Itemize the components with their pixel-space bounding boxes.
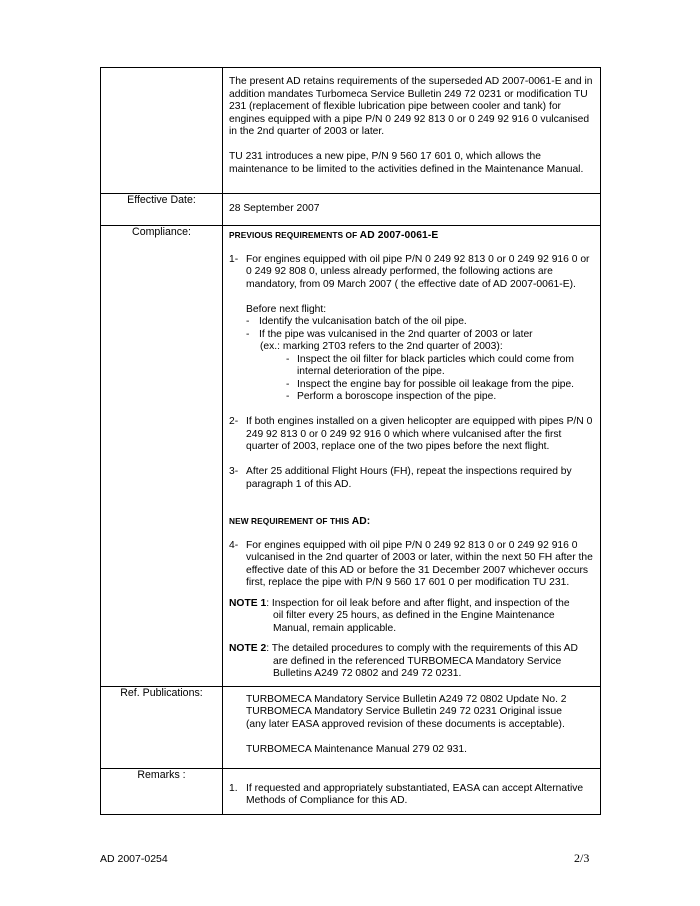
ref-publications-label: Ref. Publications:: [101, 686, 223, 768]
previous-requirements-heading: PREVIOUS REQUIREMENTS OF AD 2007-0061-E: [229, 230, 439, 241]
ref-pub-line-3: (any later EASA approved revision of these documents is acceptable).: [246, 718, 565, 730]
compliance-row: [101, 226, 601, 687]
effective-date-label: Effective Date:: [101, 194, 223, 226]
note-1: NOTE 1: Inspection for oil leak before and after flight, and inspection of the oil filter every 25 hours, as defined in the Engine Maintenance Manual, remain applicable.: [229, 597, 570, 634]
dash-item-vulcanised: - If the pipe was vulcanised in the 2nd quarter of 2003 or later: [246, 328, 533, 340]
ref-pub-line-4: TURBOMECA Maintenance Manual 279 02 931.: [246, 743, 467, 755]
compliance-item-1: 1- For engines equipped with oil pipe P/N 0 249 92 813 0 or 0 249 92 916 0 or 0 249 92 808 0, unless already performed, the following actions are mandatory, from 09 March 2007 ( the effective date of AD 2007-0061-E).: [229, 253, 590, 290]
dash-item-vulcanised-example: (ex.: marking 2T03 refers to the 2nd quarter of 2003):: [260, 341, 503, 352]
sub-item-oil-filter: - Inspect the oil filter for black particles which could come from internal deterioration of the pipe.: [286, 353, 574, 377]
dash-item-identify: - Identify the vulcanisation batch of the oil pipe.: [246, 316, 467, 327]
ref-pub-line-1: TURBOMECA Mandatory Service Bulletin A249 72 0802 Update No. 2: [246, 693, 567, 705]
intro-value-cell: [223, 68, 601, 194]
compliance-value-cell: [223, 226, 601, 687]
compliance-item-3: 3- After 25 additional Flight Hours (FH), repeat the inspections required by paragraph 1 of this AD.: [229, 466, 572, 490]
ad-table: [100, 67, 601, 815]
effective-date-row: [101, 194, 601, 226]
remarks-label: Remarks :: [101, 768, 223, 814]
compliance-item-4: 4- For engines equipped with oil pipe P/N 0 249 92 813 0 or 0 249 92 916 0 vulcanised in the 2nd quarter of 2003 or later, within the next 50 FH after the effective date of this AD or before the 31 December 2007 whichever occurs first, replace the pipe with P/N 9 560 17 601 0 per modification TU 231.: [229, 539, 593, 588]
effective-date-value-cell: [223, 194, 601, 226]
intro-paragraph-2: TU 231 introduces a new pipe, P/N 9 560 17 601 0, which allows the maintenance to be limited to the activities defined in the Maintenance Manual.: [229, 151, 584, 175]
footer-ad-number: AD 2007-0254: [100, 853, 168, 865]
ref-pub-line-2: TURBOMECA Mandatory Service Bulletin 249 72 0231 Original issue: [246, 706, 562, 717]
compliance-label: Compliance:: [101, 226, 223, 687]
footer-page-number: 2/3: [574, 851, 590, 865]
remarks-value-cell: [223, 768, 601, 814]
sub-item-boroscope: - Perform a boroscope inspection of the pipe.: [286, 391, 497, 402]
compliance-item-2: 2- If both engines installed on a given helicopter are equipped with pipes P/N 0 249 92 813 0 or 0 249 92 916 0 which where vulcanised after the first quarter of 2003, replace one of the two pipes before the next flight.: [229, 416, 593, 452]
remarks-item-1: 1. If requested and appropriately substantiated, EASA can accept Alternative Methods of Compliance for this AD.: [229, 782, 584, 806]
note-2: NOTE 2: The detailed procedures to comply with the requirements of this AD are defined in the referenced TURBOMECA Mandatory Service Bulletins A249 72 0802 and 249 72 0231.: [229, 643, 578, 679]
ref-publications-value-cell: [223, 686, 601, 768]
effective-date-value: 28 September 2007: [229, 203, 320, 215]
intro-row: [101, 68, 601, 194]
remarks-row: [101, 768, 601, 814]
before-next-flight: Before next flight:: [246, 303, 327, 315]
ref-publications-row: [101, 686, 601, 768]
sub-item-engine-bay: - Inspect the engine bay for possible oil leakage from the pipe.: [286, 378, 575, 390]
intro-label-cell: [101, 68, 223, 194]
new-requirement-heading: NEW REQUIREMENT OF THIS AD:: [229, 516, 371, 527]
intro-paragraph-1: The present AD retains requirements of the superseded AD 2007-0061-E and in addition mandates Turbomeca Service Bulletin 249 72 0231 or modification TU 231 (replacement of flexible lubrication pipe between cooler and tank) for engines equipped with a pipe P/N 0 249 92 813 0 or 0 249 92 916 0 vulcanised in the 2nd quarter of 2003 or later.: [229, 76, 593, 137]
